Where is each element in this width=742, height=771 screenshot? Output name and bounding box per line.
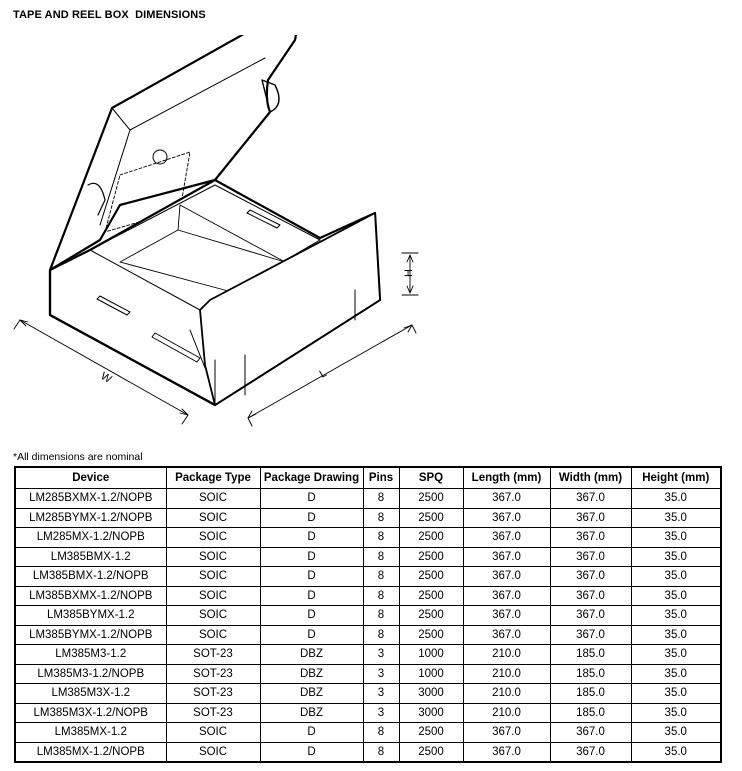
table-cell: 367.0 — [550, 567, 631, 587]
table-cell: 8 — [363, 625, 399, 645]
w-label: W — [98, 370, 114, 386]
table-cell: 367.0 — [550, 528, 631, 548]
table-row — [15, 664, 721, 684]
table-cell: D — [260, 528, 363, 548]
table-cell: 2500 — [399, 489, 463, 509]
table-cell: SOIC — [166, 723, 260, 743]
table-header-row — [15, 467, 721, 489]
column-header: Device — [15, 467, 166, 489]
table-cell: LM285MX-1.2/NOPB — [15, 528, 166, 548]
table-cell: SOIC — [166, 528, 260, 548]
table-cell: 2500 — [399, 508, 463, 528]
table-cell: 8 — [363, 547, 399, 567]
table-cell: 8 — [363, 489, 399, 509]
table-cell: 35.0 — [631, 586, 721, 606]
table-cell: DBZ — [260, 684, 363, 704]
table-cell: SOIC — [166, 508, 260, 528]
table-cell: 185.0 — [550, 703, 631, 723]
l-label: L — [317, 367, 329, 381]
column-header: Width (mm) — [550, 467, 631, 489]
table-cell: 35.0 — [631, 489, 721, 509]
table-cell: 35.0 — [631, 645, 721, 665]
table-cell: 367.0 — [463, 723, 550, 743]
table-cell: SOT-23 — [166, 664, 260, 684]
table-cell: 2500 — [399, 547, 463, 567]
table-cell: 2500 — [399, 606, 463, 626]
table-cell: 367.0 — [463, 547, 550, 567]
table-cell: DBZ — [260, 664, 363, 684]
table-cell: SOT-23 — [166, 703, 260, 723]
table-cell: 2500 — [399, 586, 463, 606]
table-cell: 367.0 — [550, 606, 631, 626]
table-cell: DBZ — [260, 645, 363, 665]
table-cell: 35.0 — [631, 528, 721, 548]
table-cell: SOT-23 — [166, 684, 260, 704]
table-cell: 210.0 — [463, 703, 550, 723]
table-row — [15, 703, 721, 723]
table-cell: D — [260, 625, 363, 645]
table-cell: 3000 — [399, 703, 463, 723]
table-cell: 8 — [363, 586, 399, 606]
table-row — [15, 508, 721, 528]
table-cell: 3000 — [399, 684, 463, 704]
table-cell: D — [260, 742, 363, 762]
table-row — [15, 625, 721, 645]
table-cell: D — [260, 489, 363, 509]
table-cell: 367.0 — [463, 586, 550, 606]
table-cell: 3 — [363, 645, 399, 665]
table-cell: SOIC — [166, 586, 260, 606]
table-cell: 367.0 — [463, 567, 550, 587]
table-cell: SOIC — [166, 567, 260, 587]
table-cell: 367.0 — [550, 489, 631, 509]
table-cell: 3 — [363, 664, 399, 684]
table-row — [15, 528, 721, 548]
table-row — [15, 645, 721, 665]
table-cell: LM385M3X-1.2/NOPB — [15, 703, 166, 723]
table-cell: 367.0 — [463, 528, 550, 548]
table-cell: 367.0 — [463, 625, 550, 645]
table-cell: LM385BMX-1.2/NOPB — [15, 567, 166, 587]
table-cell: 35.0 — [631, 625, 721, 645]
table-cell: D — [260, 586, 363, 606]
table-cell: D — [260, 508, 363, 528]
table-cell: 8 — [363, 742, 399, 762]
column-header: Package Drawing — [260, 467, 363, 489]
table-cell: 2500 — [399, 567, 463, 587]
table-row — [15, 586, 721, 606]
table-cell: 35.0 — [631, 547, 721, 567]
table-row — [15, 489, 721, 509]
table-row — [15, 606, 721, 626]
table-cell: 185.0 — [550, 664, 631, 684]
table-row — [15, 547, 721, 567]
table-cell: LM385MX-1.2 — [15, 723, 166, 743]
table-cell: 210.0 — [463, 664, 550, 684]
table-cell: 210.0 — [463, 645, 550, 665]
box-dimension-drawing — [10, 35, 430, 435]
table-cell: 367.0 — [463, 606, 550, 626]
table-cell: 8 — [363, 508, 399, 528]
table-cell: 35.0 — [631, 508, 721, 528]
table-cell: 35.0 — [631, 606, 721, 626]
table-cell: LM385M3X-1.2 — [15, 684, 166, 704]
table-cell: 185.0 — [550, 645, 631, 665]
table-cell: LM385BMX-1.2 — [15, 547, 166, 567]
table-cell: SOT-23 — [166, 645, 260, 665]
table-cell: LM385M3-1.2 — [15, 645, 166, 665]
table-cell: 2500 — [399, 742, 463, 762]
table-cell: 367.0 — [463, 508, 550, 528]
table-cell: SOIC — [166, 606, 260, 626]
table-cell: 8 — [363, 567, 399, 587]
table-cell: 367.0 — [463, 742, 550, 762]
table-cell: 367.0 — [550, 742, 631, 762]
table-cell: 367.0 — [463, 489, 550, 509]
table-cell: LM285BXMX-1.2/NOPB — [15, 489, 166, 509]
table-cell: 185.0 — [550, 684, 631, 704]
table-cell: 1000 — [399, 645, 463, 665]
table-cell: 35.0 — [631, 684, 721, 704]
table-cell: 367.0 — [550, 723, 631, 743]
table-cell: SOIC — [166, 547, 260, 567]
column-header: Height (mm) — [631, 467, 721, 489]
table-row — [15, 742, 721, 762]
table-cell: 8 — [363, 606, 399, 626]
dimensions-table — [14, 466, 722, 763]
table-cell: 35.0 — [631, 723, 721, 743]
table-row — [15, 684, 721, 704]
table-cell: 2500 — [399, 723, 463, 743]
table-cell: 3 — [363, 684, 399, 704]
table-cell: 1000 — [399, 664, 463, 684]
table-cell: LM385BYMX-1.2 — [15, 606, 166, 626]
table-cell: SOIC — [166, 625, 260, 645]
table-cell: D — [260, 567, 363, 587]
table-cell: 2500 — [399, 625, 463, 645]
table-cell: 8 — [363, 528, 399, 548]
table-cell: 367.0 — [550, 625, 631, 645]
table-body — [15, 489, 721, 763]
table-cell: SOIC — [166, 742, 260, 762]
table-cell: LM285BYMX-1.2/NOPB — [15, 508, 166, 528]
table-cell: 8 — [363, 723, 399, 743]
table-cell: 35.0 — [631, 567, 721, 587]
table-cell: 35.0 — [631, 703, 721, 723]
table-cell: 35.0 — [631, 742, 721, 762]
page-title: TAPE AND REEL BOX DIMENSIONS — [13, 9, 206, 21]
dimensions-note: *All dimensions are nominal — [13, 451, 143, 463]
table-cell: 210.0 — [463, 684, 550, 704]
table-cell: 2500 — [399, 528, 463, 548]
table-cell: D — [260, 723, 363, 743]
table-row — [15, 723, 721, 743]
table-cell: 367.0 — [550, 508, 631, 528]
column-header: Pins — [363, 467, 399, 489]
table-cell: 35.0 — [631, 664, 721, 684]
table-cell: LM385BYMX-1.2/NOPB — [15, 625, 166, 645]
table-cell: 3 — [363, 703, 399, 723]
h-label: H — [403, 269, 415, 277]
table-cell: D — [260, 547, 363, 567]
column-header: SPQ — [399, 467, 463, 489]
table-cell: 367.0 — [550, 547, 631, 567]
table-cell: D — [260, 606, 363, 626]
table-cell: LM385MX-1.2/NOPB — [15, 742, 166, 762]
column-header: Package Type — [166, 467, 260, 489]
table-cell: SOIC — [166, 489, 260, 509]
table-cell: DBZ — [260, 703, 363, 723]
table-cell: 367.0 — [550, 586, 631, 606]
table-cell: LM385BXMX-1.2/NOPB — [15, 586, 166, 606]
table-cell: LM385M3-1.2/NOPB — [15, 664, 166, 684]
table-row — [15, 567, 721, 587]
column-header: Length (mm) — [463, 467, 550, 489]
